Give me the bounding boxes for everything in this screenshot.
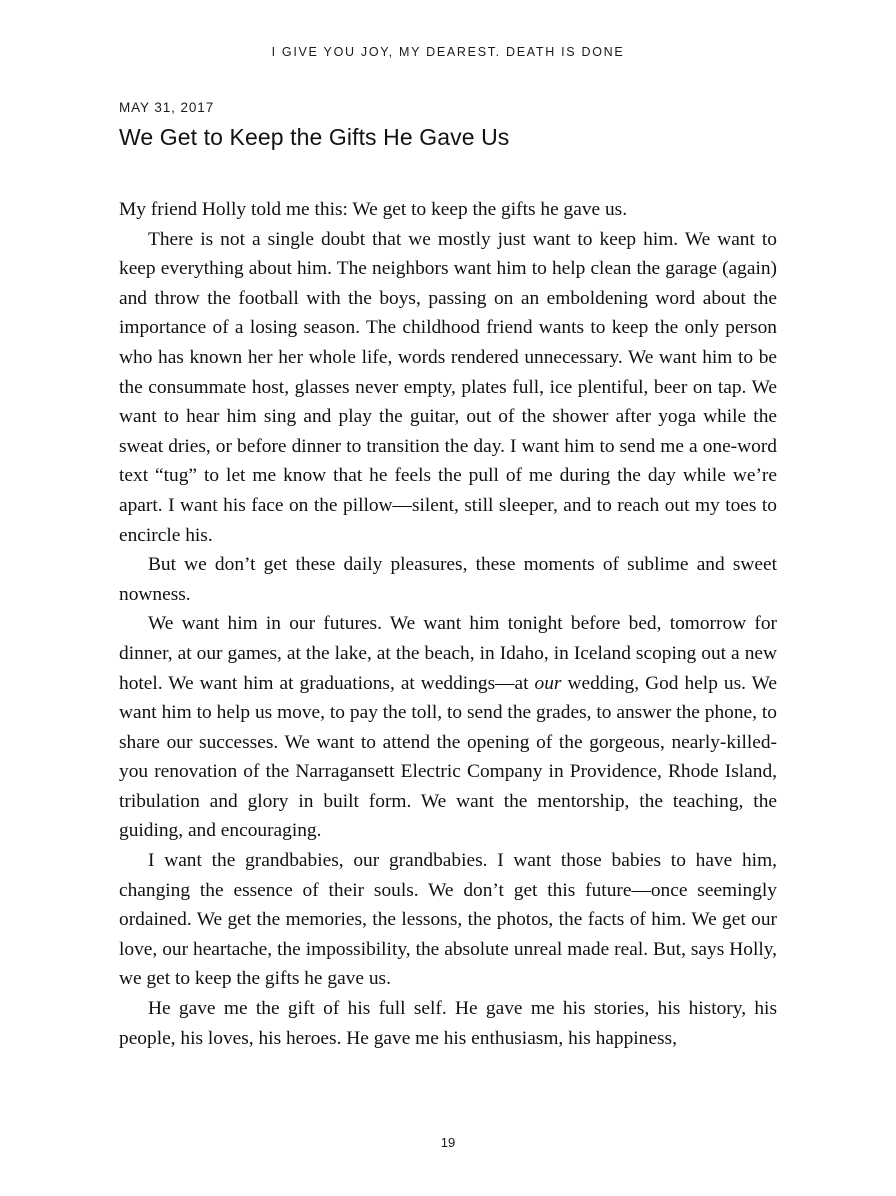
paragraph-part-1: We want him in our futures. We want him tonight before bed, tomorrow for dinner, at our games, at the lake, at the beach, in Idaho, in Iceland scoping out a new hotel. We want him at graduations, at weddings—at — [119, 613, 777, 694]
running-head: I GIVE YOU JOY, MY DEAREST. DEATH IS DONE — [271, 45, 625, 59]
paragraph-with-italic — [119, 609, 777, 846]
page-number: 19 — [440, 1135, 456, 1150]
paragraph: There is not a single doubt that we mostly just want to keep him. We want to keep everything about him. The neighbors want him to help clean the garage (again) and throw the football with the boys, passing on an emboldening word about the importance of a losing season. The childhood friend wants to keep the only person who has known her her whole life, words rendered unnecessary. We want him to be the consummate host, glasses never empty, plates full, ice plentiful, beer on tap. We want to hear him sing and play the guitar, out of the shower after yoga while the sweat dries, or before dinner to transition the day. I want him to send me a one-word text “tug” to let me know that he feels the pull of me during the day while we’re apart. I want his face on the pillow—silent, still sleeper, and to reach out my toes to encircle his. — [119, 228, 777, 546]
body-text — [119, 195, 777, 1053]
paragraph-part-2: wedding, God help us. We want him to help us move, to pay the toll, to send the grades, to answer the phone, to share our successes. We want to attend the opening of the gorgeous, nearly-killed-you renovation of the Narragansett Electric Company in Providence, Rhode Island, tribulation and glory in built form. We want the mentorship, the teaching, the guiding, and encouraging. — [119, 672, 777, 842]
paragraph: My friend Holly told me this: We get to keep the gifts he gave us. — [119, 199, 628, 220]
paragraph: I want the grandbabies, our grandbabies. I want those babies to have him, changing the essence of their souls. We don’t get this future—once seemingly ordained. We get the memories, the lessons, the photos, the facts of him. We get our love, our heartache, the impossibility, the absolute unreal made real. But, says Holly, we get to keep the gifts he gave us. — [119, 850, 777, 990]
paragraph: He gave me the gift of his full self. He gave me his stories, his history, his people, his loves, his heroes. He gave me his enthusiasm, his happiness, — [119, 998, 777, 1049]
chapter-date: MAY 31, 2017 — [119, 100, 215, 115]
paragraph: But we don’t get these daily pleasures, these moments of sublime and sweet nowness. — [119, 554, 777, 605]
page-content — [119, 100, 777, 1053]
chapter-title: We Get to Keep the Gifts He Gave Us — [119, 124, 510, 150]
italic-word: our — [534, 672, 562, 694]
